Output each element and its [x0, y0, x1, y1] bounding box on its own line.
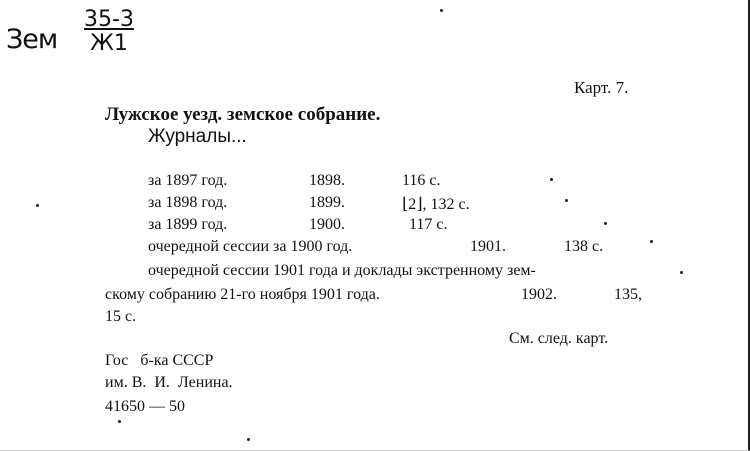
- fraction-denominator: Ж1: [90, 31, 128, 56]
- scan-speck: [118, 420, 121, 423]
- entry-pages: 117 с.: [409, 216, 448, 233]
- scan-speck: [36, 204, 39, 207]
- entry-label: за 1898 год.: [148, 194, 228, 211]
- session-1900-pages: 138 с.: [564, 238, 604, 255]
- scan-speck: [550, 178, 553, 181]
- handwritten-prefix: Зем: [6, 24, 58, 55]
- card-title: Лужское уезд. земское собрание.: [105, 104, 381, 125]
- scan-speck: [680, 271, 683, 274]
- entry-year: 1899.: [309, 194, 345, 211]
- see-next-card: См. след. карт.: [509, 330, 609, 347]
- library-line1: Гос б-ка СССР: [105, 352, 214, 369]
- scan-speck: [440, 9, 443, 12]
- session-1901-year: 1902.: [521, 286, 557, 303]
- card-subtitle: Журналы...: [148, 126, 247, 147]
- session-1901-line2: скому собранию 21-го ноября 1901 года.: [105, 286, 380, 303]
- scan-speck: [247, 438, 250, 441]
- entry-year: 1900.: [309, 216, 345, 233]
- scan-speck: [650, 240, 653, 243]
- scan-speck: [604, 222, 607, 225]
- fraction-numerator: 35-3: [84, 7, 134, 32]
- entry-pages: 116 с.: [402, 172, 441, 189]
- session-1901-line1: очередной сессии 1901 года и доклады экстренному зем-: [148, 262, 536, 279]
- entry-year: 1898.: [309, 172, 345, 189]
- card-number: Карт. 7.: [574, 78, 629, 97]
- session-1901-pages: 135,: [614, 286, 642, 303]
- entry-label: за 1897 год.: [148, 172, 228, 189]
- session-1900-label: очередной сессии за 1900 год.: [148, 238, 353, 255]
- entry-pages: ⌊2⌋, 132 с.: [402, 196, 470, 213]
- library-line3: 41650 — 50: [105, 398, 185, 415]
- handwritten-fraction: [83, 8, 135, 56]
- library-line2: им. В. И. Ленина.: [105, 374, 233, 391]
- scan-speck: [565, 199, 568, 202]
- session-1900-year: 1901.: [470, 238, 506, 255]
- entry-label: за 1899 год.: [148, 216, 228, 233]
- session-1901-line3: 15 с.: [105, 308, 137, 325]
